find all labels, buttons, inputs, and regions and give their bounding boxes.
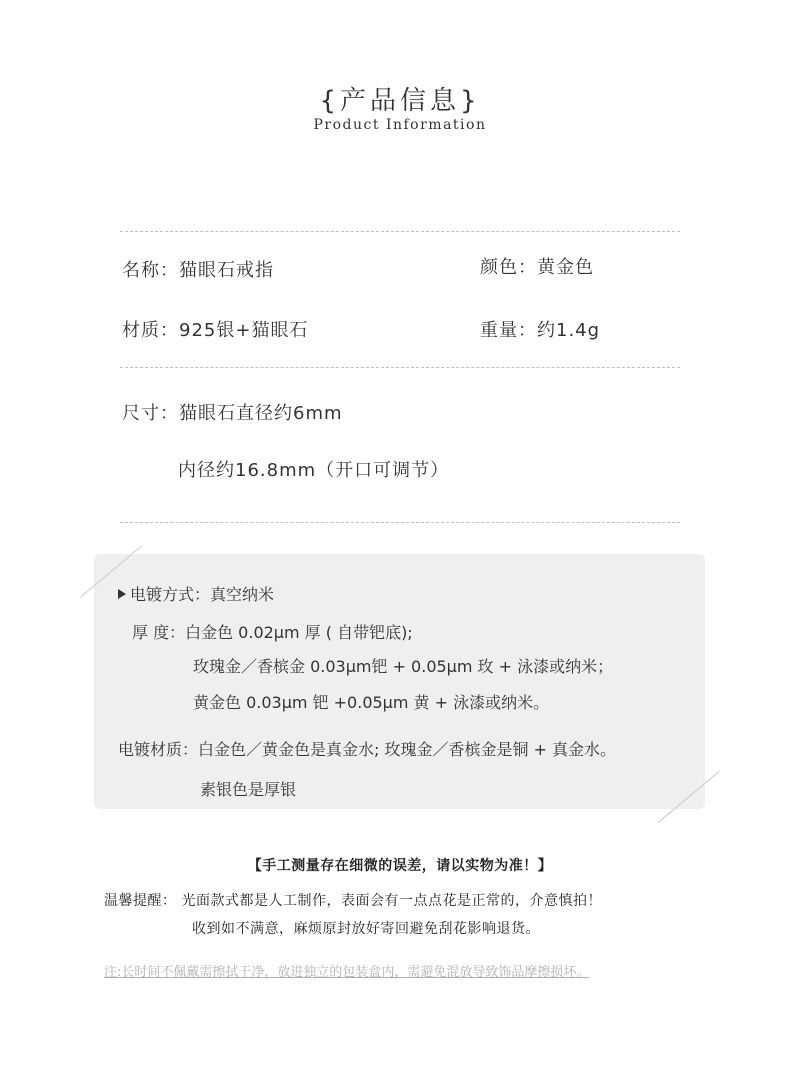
plating-material-1: 电镀材质：白金色／黄金色是真金水; 玫瑰金／香槟金是铜 + 真金水。	[118, 740, 617, 759]
spec-material: 材质：925银+猫眼石	[122, 320, 309, 341]
care-tip-2: 收到如不满意，麻烦原封放好寄回避免刮花影响退货。	[192, 921, 540, 937]
spec-weight: 重量：约1.4g	[480, 320, 601, 341]
plating-method	[118, 582, 274, 605]
section-subtitle: Product Information	[313, 117, 487, 133]
plating-material-2: 素银色是厚银	[200, 780, 297, 799]
storage-caution: 注:长时间不佩戴需擦拭干净，放进独立的包装盒内，需避免混放导致饰品摩擦损坏。	[104, 965, 590, 980]
spec-size-inner: 内径约16.8mm（开口可调节）	[178, 460, 450, 481]
care-tip-1: 温馨提醒： 光面款式都是人工制作，表面会有一点点花是正常的，介意慎拍！	[104, 893, 602, 909]
spec-color: 颜色：黄金色	[480, 257, 594, 278]
triangle-bullet-icon	[118, 589, 126, 599]
plating-method-text: 电镀方式：真空纳米	[130, 585, 275, 604]
dashed-divider	[120, 367, 680, 368]
handmade-notice: 【手工测量存在细微的误差，请以实物为准！】	[247, 858, 553, 874]
section-title: {产品信息}	[319, 86, 481, 116]
plating-thickness-1: 厚 度：白金色 0.02μm 厚 ( 自带钯底);	[132, 623, 413, 642]
dashed-divider	[120, 522, 680, 523]
spec-size: 尺寸：猫眼石直径约6mm	[122, 403, 343, 424]
spec-name: 名称：猫眼石戒指	[122, 260, 274, 281]
dashed-divider	[120, 231, 680, 232]
plating-thickness-2: 玫瑰金／香槟金 0.03μm钯 + 0.05μm 玫 + 泳漆或纳米；	[193, 657, 614, 676]
plating-thickness-3: 黄金色 0.03μm 钯 +0.05μm 黄 + 泳漆或纳米。	[193, 693, 550, 712]
